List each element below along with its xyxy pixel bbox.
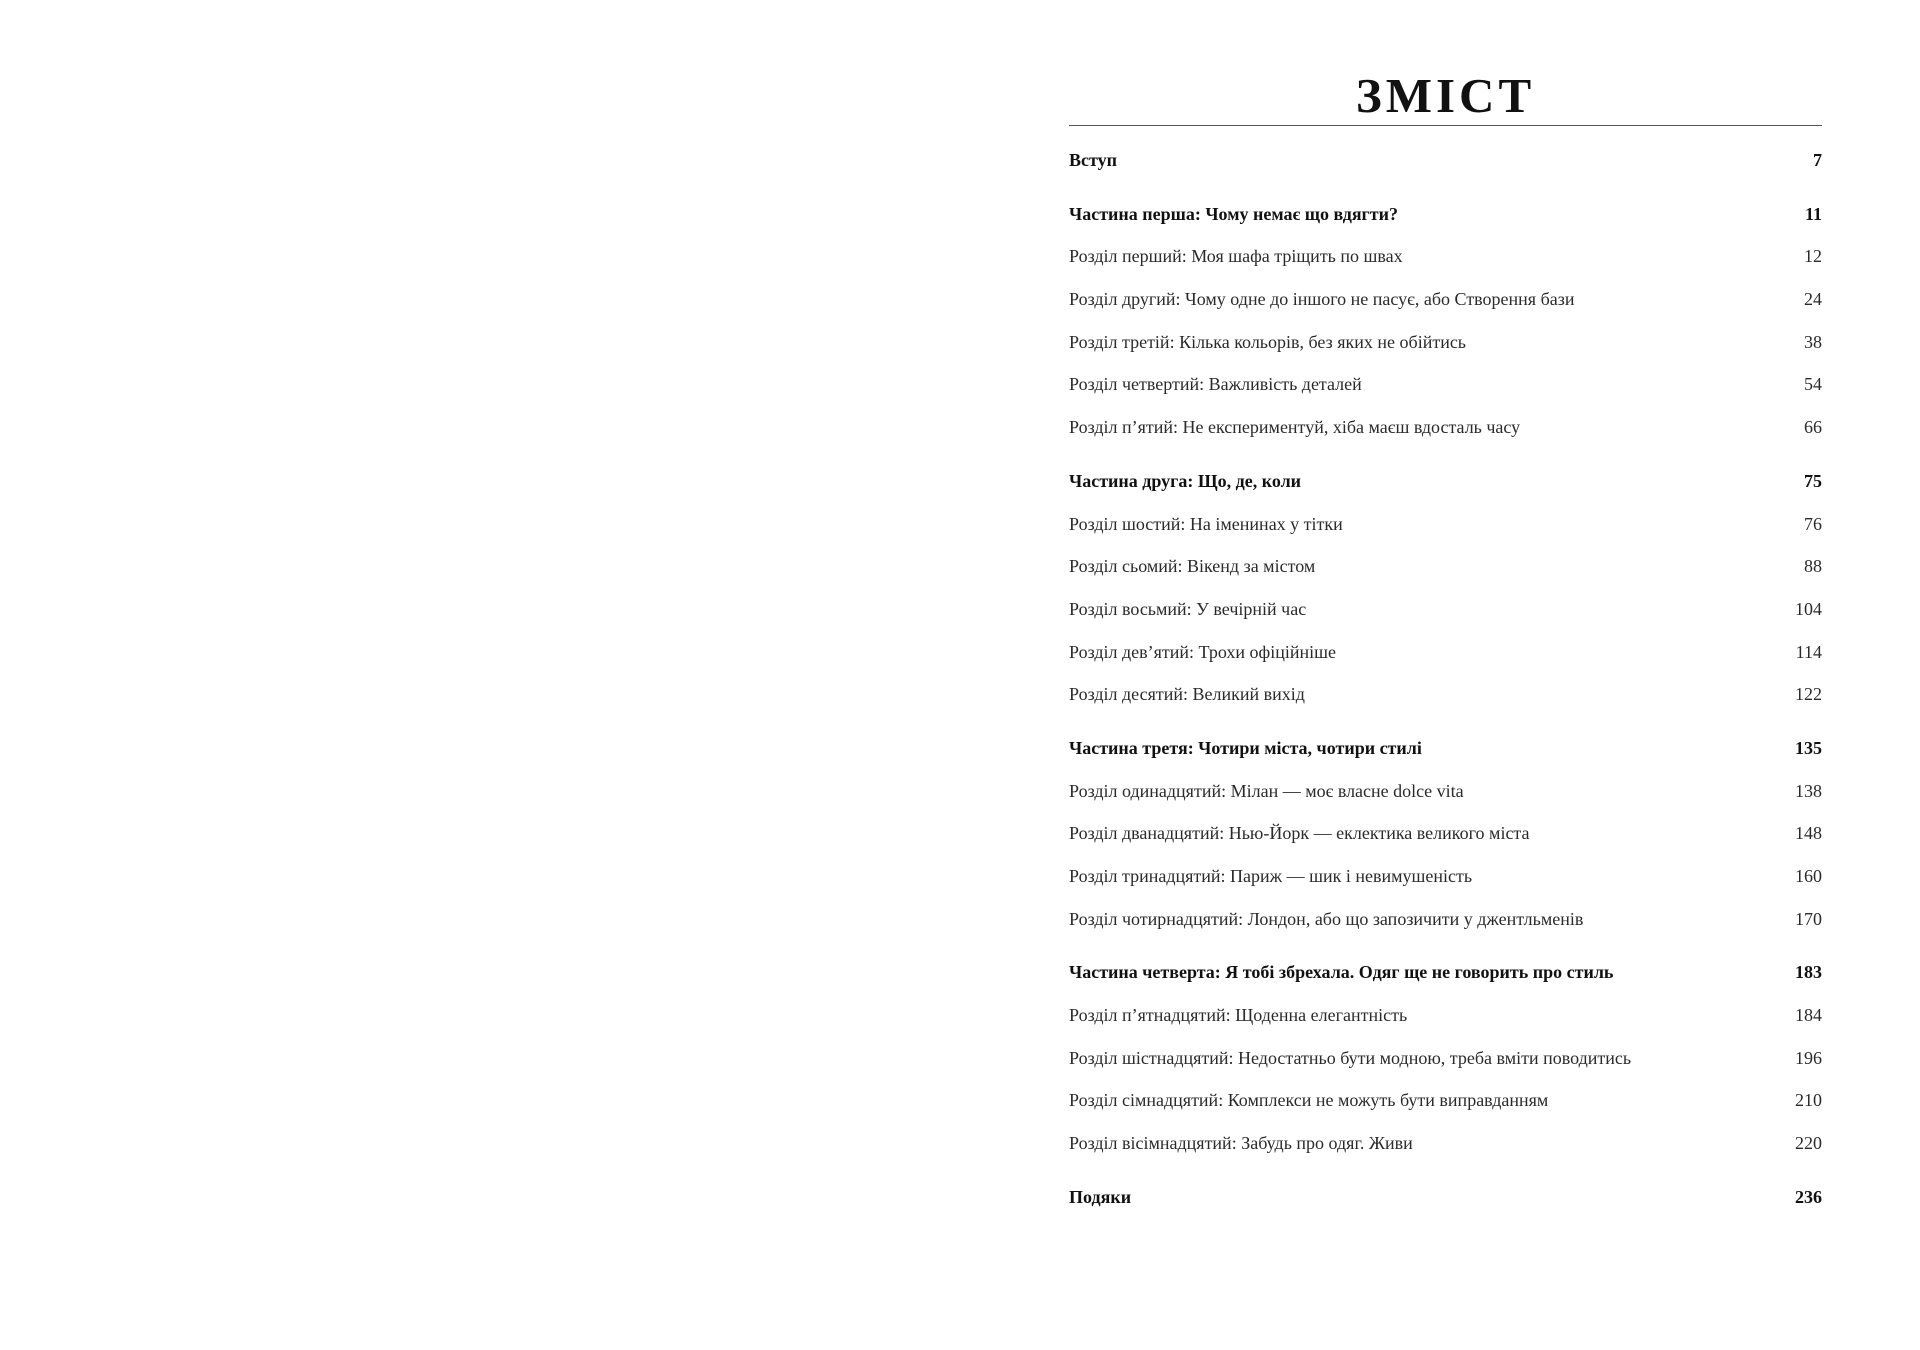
toc-page-number: 7 [1813, 150, 1822, 170]
toc-chapter-entry[interactable] [1069, 1048, 1822, 1091]
toc-entry-label: Розділ п’ятнадцятий: Щоденна елегантність [1069, 1005, 1408, 1026]
toc-page-number: 220 [1795, 1133, 1822, 1154]
toc-chapter-entry[interactable] [1069, 332, 1822, 375]
toc-part-entry[interactable] [1069, 150, 1822, 193]
toc-chapter-entry[interactable] [1069, 684, 1822, 727]
toc-page-number: 76 [1804, 513, 1822, 534]
toc-entry-label: Розділ восьмий: У вечірній час [1069, 598, 1307, 619]
contents-title: ЗМІСТ [1355, 68, 1536, 123]
toc-chapter-entry[interactable] [1069, 781, 1822, 824]
toc-entry-label: Частина друга: Що, де, коли [1069, 470, 1302, 491]
toc-entry-label: Розділ тринадцятий: Париж — шик і невимушеність [1069, 866, 1473, 886]
toc-chapter-entry[interactable] [1069, 246, 1822, 289]
toc-entry-label: Розділ дванадцятий: Нью-Йорк — еклектика великого міста [1069, 823, 1530, 844]
toc-chapter-entry[interactable] [1069, 289, 1822, 332]
toc-page-number: 170 [1795, 908, 1822, 929]
toc-page-number: 75 [1804, 470, 1822, 491]
toc-chapter-entry[interactable] [1069, 556, 1822, 599]
toc-chapter-entry[interactable] [1069, 642, 1822, 685]
toc-chapter-entry[interactable] [1069, 417, 1822, 460]
toc-page-number: 88 [1804, 556, 1822, 577]
toc-page-number: 236 [1795, 1186, 1822, 1207]
toc-page-number: 184 [1795, 1005, 1822, 1026]
toc-page-number: 196 [1795, 1047, 1822, 1068]
toc-entry-label: Розділ одинадцятий: Мілан — моє власне dolce vita [1069, 780, 1464, 801]
toc-entry-label: Вступ [1069, 150, 1117, 170]
toc-part-entry[interactable] [1069, 738, 1822, 781]
toc-page-number: 104 [1795, 598, 1822, 619]
toc-entry-label: Частина третя: Чотири міста, чотири стилі [1069, 737, 1422, 758]
contents-page [1069, 0, 1822, 1350]
toc-chapter-entry[interactable] [1069, 1133, 1822, 1176]
toc-entry-label: Розділ п’ятий: Не експериментуй, хіба маєш вдосталь часу [1069, 417, 1521, 438]
toc-chapter-entry[interactable] [1069, 514, 1822, 557]
toc-entry-label: Розділ перший: Моя шафа тріщить по швах [1069, 246, 1403, 267]
toc-part-entry[interactable] [1069, 471, 1822, 514]
toc-part-entry[interactable] [1069, 1187, 1822, 1230]
toc-entry-label: Розділ шостий: На іменинах у тітки [1069, 513, 1343, 534]
toc-page-number: 38 [1804, 331, 1822, 352]
toc-entry-label: Розділ другий: Чому одне до іншого не пасує, або Створення бази [1069, 289, 1575, 310]
toc-entry-label: Розділ вісімнадцятий: Забудь про одяг. Живи [1069, 1133, 1413, 1154]
toc-entry-label: Розділ третій: Кілька кольорів, без яких не обійтись [1069, 331, 1467, 352]
toc-chapter-entry[interactable] [1069, 909, 1822, 952]
toc-page-number: 12 [1804, 246, 1822, 267]
toc-entry-label: Розділ четвертий: Важливість деталей [1069, 374, 1362, 395]
toc-page-number: 24 [1804, 289, 1822, 310]
toc-chapter-entry[interactable] [1069, 1005, 1822, 1048]
toc-entry-label: Частина перша: Чому немає що вдягти? [1069, 203, 1398, 224]
toc-entry-label: Розділ сімнадцятий: Комплекси не можуть бути виправданням [1069, 1090, 1549, 1111]
toc-entry-label: Подяки [1069, 1186, 1132, 1207]
toc-page-number: 210 [1795, 1090, 1822, 1111]
toc-chapter-entry[interactable] [1069, 1090, 1822, 1133]
toc-entry-label: Частина четверта: Я тобі збрехала. Одяг ще не говорить про стиль [1069, 962, 1614, 983]
title-divider [1069, 125, 1822, 126]
toc-page-number: 148 [1795, 823, 1822, 844]
toc-entry-label: Розділ чотирнадцятий: Лондон, або що запозичити у джентльменів [1069, 908, 1584, 929]
toc-entry-label: Розділ шістнадцятий: Недостатньо бути модною, треба вміти поводитись [1069, 1047, 1632, 1068]
toc-page-number: 138 [1795, 780, 1822, 801]
toc-page-number: 11 [1804, 203, 1822, 224]
toc-chapter-entry[interactable] [1069, 866, 1822, 909]
toc-page-number: 135 [1795, 737, 1822, 758]
toc-chapter-entry[interactable] [1069, 823, 1822, 866]
contents-list [1069, 150, 1822, 1230]
toc-page-number: 54 [1804, 374, 1822, 395]
toc-part-entry[interactable] [1069, 962, 1822, 1005]
toc-page-number: 114 [1795, 641, 1822, 662]
toc-page-number: 122 [1795, 684, 1822, 705]
toc-entry-label: Розділ дев’ятий: Трохи офіційніше [1069, 641, 1336, 662]
toc-page-number: 183 [1795, 962, 1822, 983]
toc-part-entry[interactable] [1069, 204, 1822, 247]
toc-entry-label: Розділ десятий: Великий вихід [1069, 684, 1305, 705]
toc-page-number: 160 [1795, 866, 1822, 886]
toc-chapter-entry[interactable] [1069, 599, 1822, 642]
toc-page-number: 66 [1804, 417, 1822, 438]
toc-chapter-entry[interactable] [1069, 374, 1822, 417]
toc-entry-label: Розділ сьомий: Вікенд за містом [1069, 556, 1316, 577]
